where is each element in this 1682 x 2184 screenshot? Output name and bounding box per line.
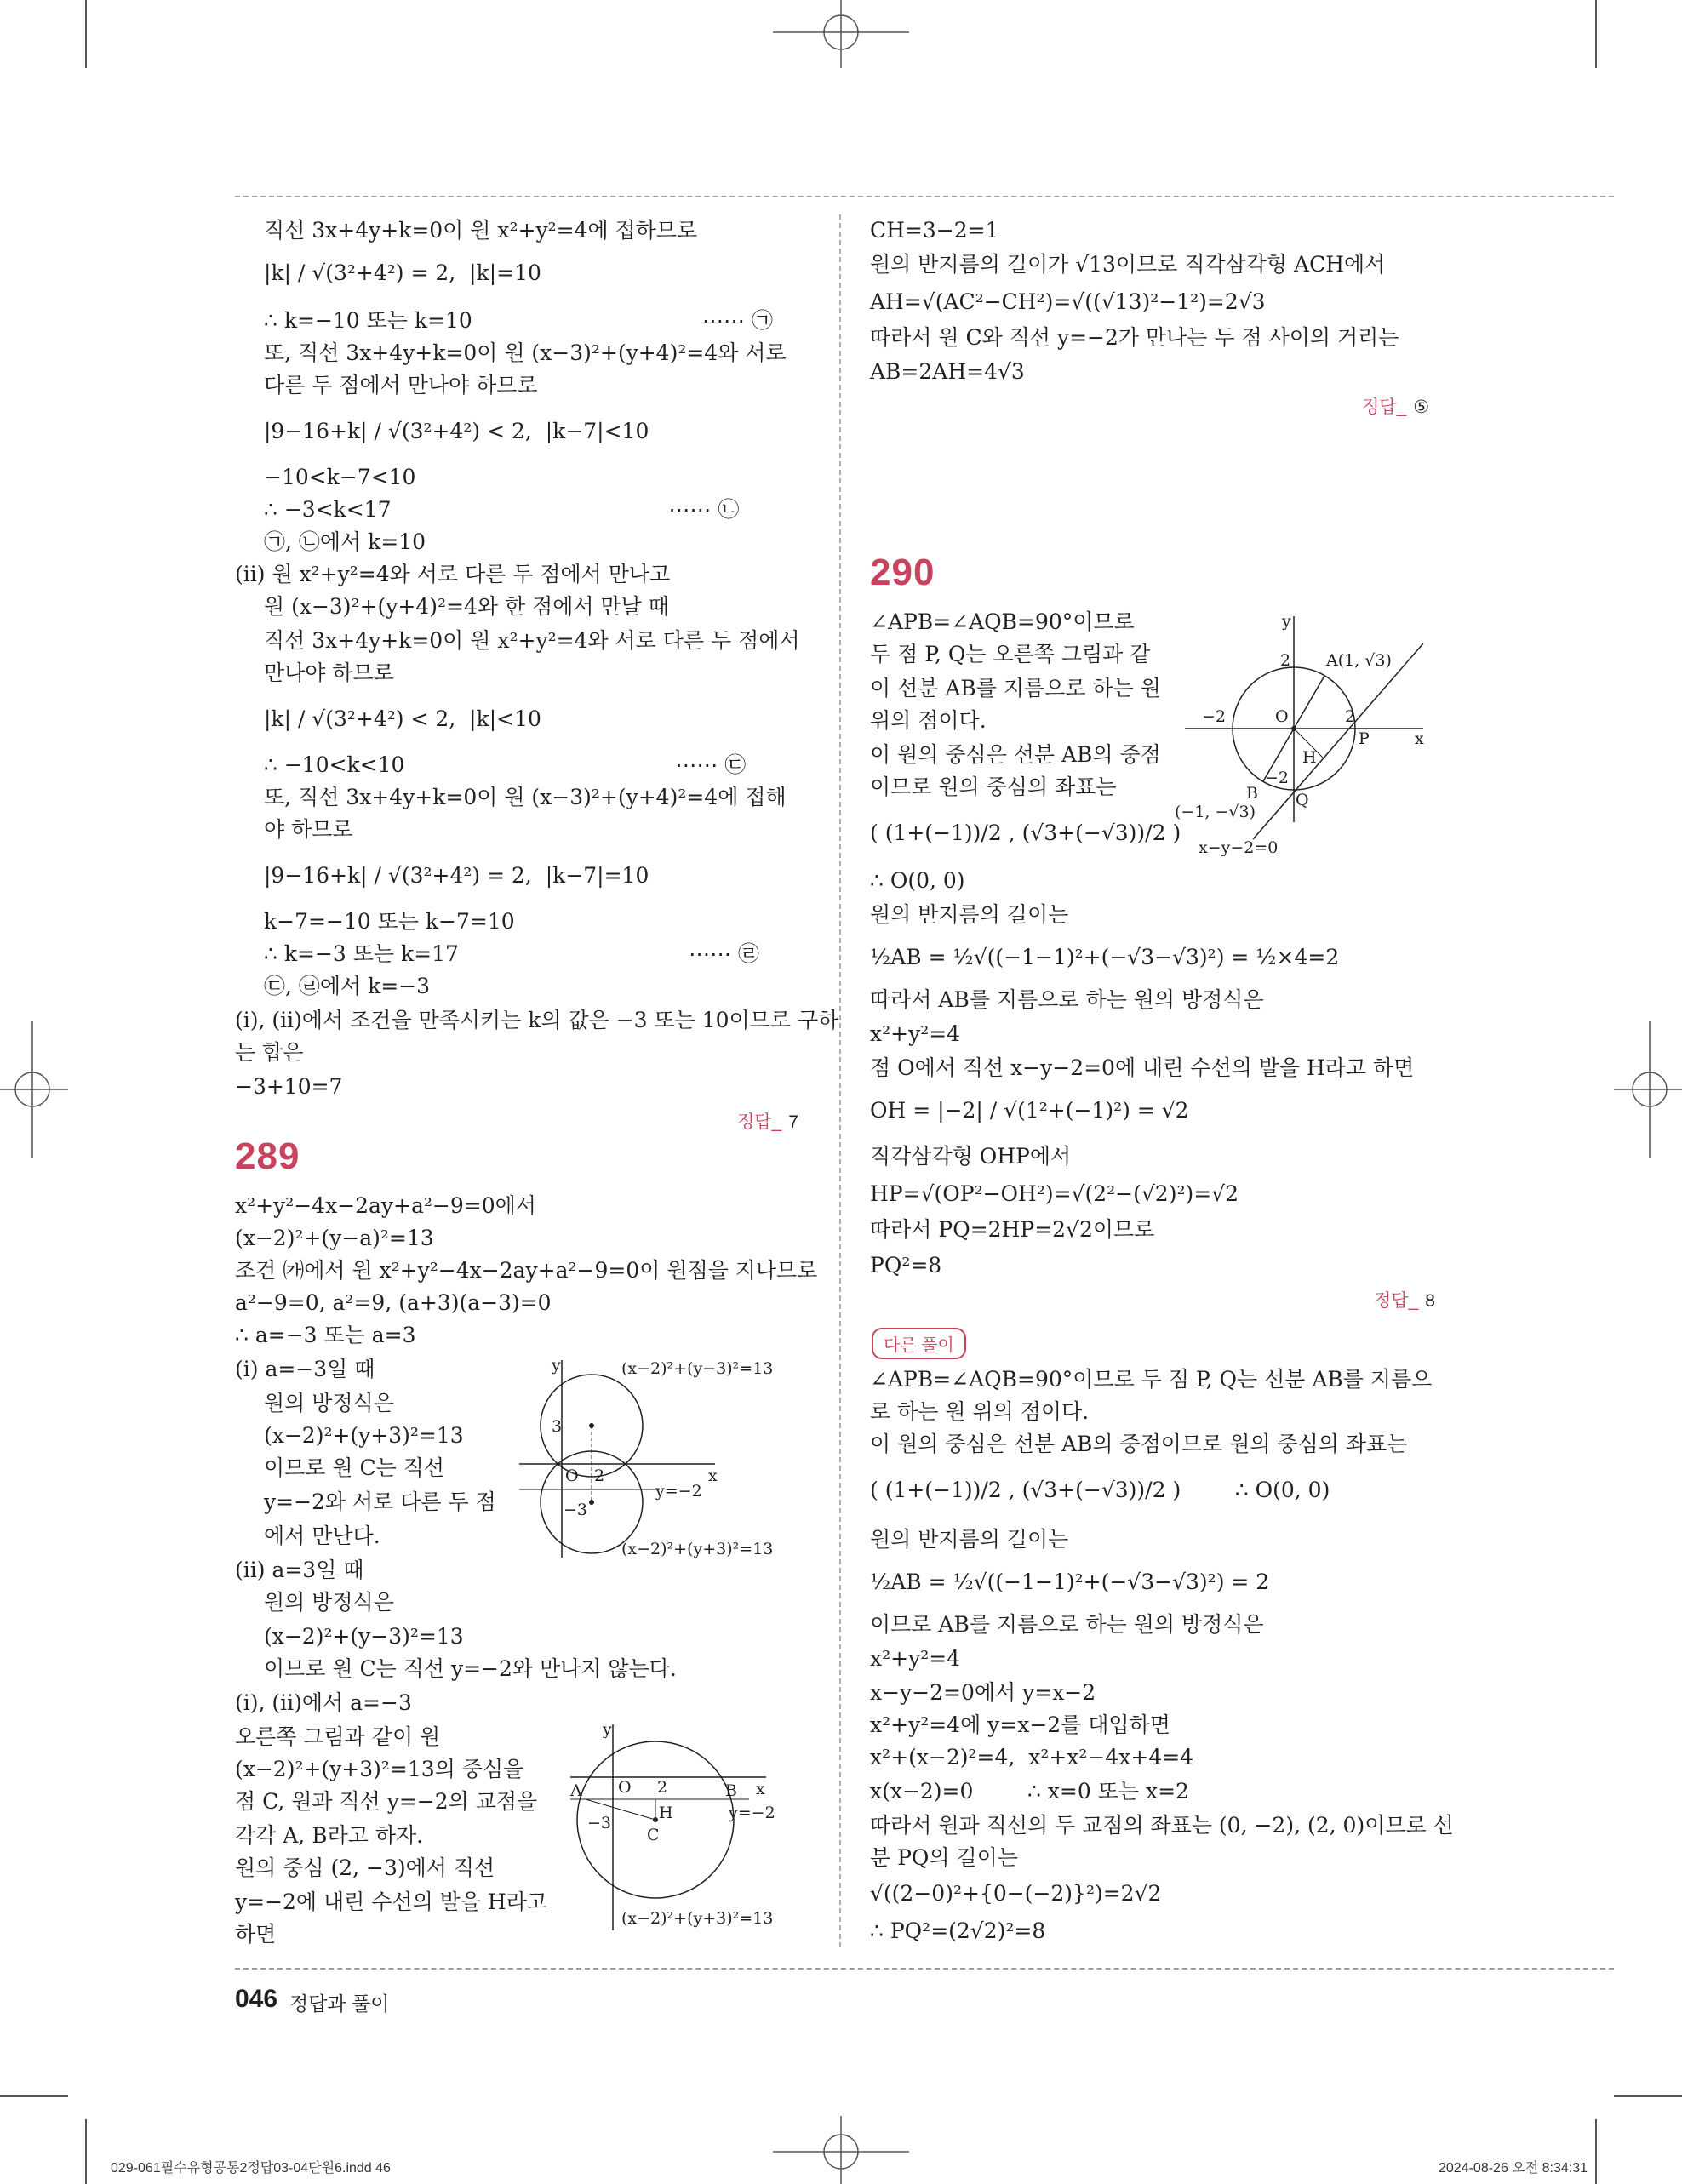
text-line: ∴ −3<k<17 ⋯⋯ ㉡ bbox=[264, 497, 740, 522]
text-line: 원의 반지름의 길이는 bbox=[870, 902, 1069, 927]
registration-mark-top bbox=[773, 0, 909, 68]
answer-8 bbox=[1374, 1287, 1435, 1312]
fig2-label: O bbox=[618, 1778, 632, 1797]
fig1-label: x bbox=[708, 1466, 718, 1485]
text-line: AB=2AH=4√3 bbox=[870, 359, 1025, 384]
print-time-info: 2024-08-26 오전 8:34:31 bbox=[1439, 2161, 1588, 2175]
upper-center-point bbox=[589, 1423, 594, 1428]
text-line: ∴ a=−3 또는 a=3 bbox=[235, 1323, 416, 1347]
text-line: ½AB = ½√((−1−1)²+(−√3−√3)²) = ½×4=2 bbox=[870, 945, 1340, 969]
text-line: y=−2와 서로 다른 두 점 bbox=[264, 1489, 496, 1514]
text-line: (x−2)²+(y+3)²=13 bbox=[264, 1423, 464, 1448]
text-line: x(x−2)=0 ∴ x=0 또는 x=2 bbox=[870, 1779, 1189, 1804]
line-x-y-2 bbox=[1253, 643, 1423, 839]
text-line: 직선 3x+4y+k=0이 원 x²+y²=4와 서로 다른 두 점에서 bbox=[264, 628, 800, 653]
text-line: 따라서 원 C와 직선 y=−2가 만나는 두 점 사이의 거리는 bbox=[870, 325, 1399, 350]
other-solution-badge: 다른 풀이 bbox=[872, 1328, 966, 1359]
text-line: 만나야 하므로 bbox=[264, 660, 394, 685]
bottom-dashed-rule bbox=[235, 1968, 1614, 1970]
text-line: √((2−0)²+{0−(−2)}²)=2√2 bbox=[870, 1881, 1162, 1906]
text-line: 는 합은 bbox=[235, 1040, 304, 1065]
answer-value: 7 bbox=[788, 1112, 798, 1132]
problem-number-290: 290 bbox=[870, 552, 935, 593]
answer-7 bbox=[737, 1108, 798, 1134]
text-line: (ⅱ) a=3일 때 bbox=[235, 1558, 364, 1582]
fig2-label: (x−2)²+(y+3)²=13 bbox=[621, 1909, 774, 1928]
text-line: |k| / √(3²+4²) < 2, |k|<10 bbox=[264, 706, 541, 731]
text-line: x²+y²=4 bbox=[870, 1021, 961, 1046]
text-line: (x−2)²+(y+3)²=13의 중심을 bbox=[235, 1757, 524, 1781]
text-line: |k| / √(3²+4²) = 2, |k|=10 bbox=[264, 260, 541, 285]
problem-number-289: 289 bbox=[235, 1135, 300, 1177]
text-line: PQ²=8 bbox=[870, 1253, 942, 1278]
fig3-label: −2 bbox=[1202, 707, 1227, 726]
fig3-label: O bbox=[1275, 707, 1289, 726]
text-line: 두 점 P, Q는 오른쪽 그림과 같 bbox=[870, 642, 1151, 666]
text-line: 따라서 PQ=2HP=2√2이므로 bbox=[870, 1217, 1155, 1242]
text-line: (ⅰ) a=−3일 때 bbox=[235, 1357, 375, 1381]
text-line: 다른 두 점에서 만나야 하므로 bbox=[264, 373, 538, 397]
text-line: |9−16+k| / √(3²+4²) < 2, |k−7|<10 bbox=[264, 419, 649, 443]
fig3-label: −2 bbox=[1265, 769, 1290, 787]
fig3-label: P bbox=[1359, 729, 1370, 748]
page-label: 정답과 풀이 bbox=[289, 1992, 390, 2015]
fig1-label: O bbox=[565, 1466, 579, 1485]
text-line: 원의 방정식은 bbox=[264, 1391, 394, 1415]
fig3-label: 2 bbox=[1280, 651, 1291, 670]
crop-mark-bottom-left bbox=[85, 2119, 87, 2184]
text-line: 이 원의 중심은 선분 AB의 중점이므로 원의 중심의 좌표는 bbox=[870, 1432, 1408, 1456]
figure-289-two-circles bbox=[511, 1353, 800, 1566]
text-line: y=−2에 내린 수선의 발을 H라고 bbox=[235, 1890, 548, 1914]
fig2-label: x bbox=[756, 1780, 765, 1798]
center-c-point bbox=[653, 1817, 658, 1822]
top-dashed-rule bbox=[235, 196, 1614, 197]
text-line: 이므로 원 C는 직선 y=−2와 만나지 않는다. bbox=[264, 1656, 677, 1681]
fig3-label: y bbox=[1282, 612, 1291, 631]
text-line: (ⅰ), (ⅱ)에서 조건을 만족시키는 k의 값은 −3 또는 10이므로 구하 bbox=[235, 1008, 839, 1032]
text-line: 이므로 AB를 지름으로 하는 원의 방정식은 bbox=[870, 1612, 1264, 1637]
lower-center-point bbox=[589, 1500, 594, 1505]
text-line: 오른쪽 그림과 같이 원 bbox=[235, 1724, 441, 1749]
text-line: OH = |−2| / √(1²+(−1)²) = √2 bbox=[870, 1098, 1189, 1123]
text-line: HP=√(OP²−OH²)=√(2²−(√2)²)=√2 bbox=[870, 1181, 1239, 1206]
text-line: 위의 점이다. bbox=[870, 708, 987, 733]
text-line: 원의 중심 (2, −3)에서 직선 bbox=[235, 1855, 495, 1880]
text-line: 로 하는 원 위의 점이다. bbox=[870, 1399, 1090, 1424]
crop-mark-bottom-right bbox=[1595, 2119, 1597, 2184]
text-line: ( (1+(−1))/2 , (√3+(−√3))/2 ) ∴ O(0, 0) bbox=[870, 1478, 1330, 1502]
fig1-label: y=−2 bbox=[655, 1482, 702, 1501]
fig2-label: y=−2 bbox=[729, 1804, 775, 1822]
text-line: 점 C, 원과 직선 y=−2의 교점을 bbox=[235, 1789, 538, 1814]
fig1-label: y bbox=[552, 1356, 561, 1375]
text-line: ∠APB=∠AQB=90°이므로 두 점 P, Q는 선분 AB를 지름으 bbox=[870, 1367, 1433, 1392]
text-line: x−y−2=0에서 y=x−2 bbox=[870, 1680, 1096, 1705]
text-line: 점 O에서 직선 x−y−2=0에 내린 수선의 발을 H라고 하면 bbox=[870, 1055, 1415, 1080]
fig2-label: H bbox=[659, 1804, 673, 1822]
answer-value: ⑤ bbox=[1413, 397, 1430, 417]
fig2-label: y bbox=[603, 1720, 612, 1739]
registration-mark-right bbox=[1614, 1021, 1682, 1158]
text-line: (ⅰ), (ⅱ)에서 a=−3 bbox=[235, 1690, 412, 1715]
text-line: 또, 직선 3x+4y+k=0이 원 (x−3)²+(y+4)²=4와 서로 bbox=[264, 340, 787, 365]
fig3-label: Q bbox=[1296, 791, 1309, 809]
text-line: 따라서 원과 직선의 두 교점의 좌표는 (0, −2), (2, 0)이므로 선 bbox=[870, 1813, 1454, 1838]
text-line: 이므로 원의 중심의 좌표는 bbox=[870, 775, 1117, 799]
text-line: 이므로 원 C는 직선 bbox=[264, 1455, 445, 1480]
text-line: 원 (x−3)²+(y+4)²=4와 한 점에서 만날 때 bbox=[264, 594, 669, 619]
text-line: 하면 bbox=[235, 1922, 277, 1947]
fig2-label: C bbox=[647, 1826, 660, 1844]
print-file-info: 029-061필수유형공통2정답03-04단원6.indd 46 bbox=[111, 2161, 391, 2175]
text-line: (x−2)²+(y−a)²=13 bbox=[235, 1226, 434, 1250]
figure-290-circle-line bbox=[1168, 609, 1440, 856]
text-line: 야 하므로 bbox=[264, 817, 353, 842]
crop-mark-top-right bbox=[1595, 0, 1597, 68]
fig2-label: B bbox=[725, 1781, 737, 1800]
text-line: 따라서 AB를 지름으로 하는 원의 방정식은 bbox=[870, 987, 1264, 1012]
registration-mark-bottom bbox=[773, 2116, 909, 2184]
answer-value: 8 bbox=[1425, 1291, 1435, 1311]
text-line: 원의 반지름의 길이는 bbox=[870, 1527, 1069, 1552]
fig2-label: A bbox=[570, 1781, 582, 1800]
origin-point bbox=[1291, 726, 1296, 731]
fig3-label: x bbox=[1415, 729, 1424, 748]
text-line: 조건 ㈎에서 원 x²+y²−4x−2ay+a²−9=0이 원점을 지나므로 bbox=[235, 1258, 818, 1283]
fig3-label: (−1, −√3) bbox=[1175, 803, 1256, 821]
text-line: ㉠, ㉡에서 k=10 bbox=[264, 529, 426, 554]
text-line: ∴ k=−10 또는 k=10 ⋯⋯ ㉠ bbox=[264, 308, 773, 333]
page-number: 046 bbox=[235, 1985, 278, 2013]
text-line: (ⅱ) 원 x²+y²=4와 서로 다른 두 점에서 만나고 bbox=[235, 562, 671, 586]
text-line: 각각 A, B라고 하자. bbox=[235, 1823, 424, 1848]
text-line: 직각삼각형 OHP에서 bbox=[870, 1144, 1072, 1169]
text-line: a²−9=0, a²=9, (a+3)(a−3)=0 bbox=[235, 1290, 552, 1315]
text-line: 이 선분 AB를 지름으로 하는 원 bbox=[870, 676, 1161, 700]
registration-mark-left bbox=[0, 1021, 68, 1158]
fig2-label: −3 bbox=[587, 1814, 612, 1832]
text-line: |9−16+k| / √(3²+4²) = 2, |k−7|=10 bbox=[264, 863, 649, 888]
text-line: ∴ −10<k<10 ⋯⋯ ㉢ bbox=[264, 752, 747, 777]
text-line: 또, 직선 3x+4y+k=0이 원 (x−3)²+(y+4)²=4에 접해 bbox=[264, 785, 787, 809]
fig3-label: 2 bbox=[1345, 707, 1356, 726]
text-line: 원의 방정식은 bbox=[264, 1590, 394, 1615]
column-divider bbox=[839, 214, 841, 1947]
text-line: ½AB = ½√((−1−1)²+(−√3−√3)²) = 2 bbox=[870, 1569, 1270, 1594]
fig3-label: A(1, √3) bbox=[1326, 651, 1392, 670]
fig1-label: −3 bbox=[564, 1501, 588, 1519]
text-line: ∴ PQ²=(2√2)²=8 bbox=[870, 1918, 1046, 1943]
fig1-label: (x−2)²+(y+3)²=13 bbox=[621, 1540, 774, 1558]
text-line: x²+y²=4에 y=x−2를 대입하면 bbox=[870, 1712, 1170, 1737]
text-line: 직선 3x+4y+k=0이 원 x²+y²=4에 접하므로 bbox=[264, 218, 698, 243]
fig1-label: (x−2)²+(y−3)²=13 bbox=[621, 1359, 774, 1378]
text-line: CH=3−2=1 bbox=[870, 218, 999, 243]
fig1-label: 3 bbox=[552, 1417, 563, 1436]
text-line: x²+y²−4x−2ay+a²−9=0에서 bbox=[235, 1193, 536, 1218]
fig3-label: B bbox=[1246, 784, 1258, 803]
text-line: 분 PQ의 길이는 bbox=[870, 1845, 1018, 1870]
fig3-label: x−y−2=0 bbox=[1199, 838, 1279, 856]
answer-5 bbox=[1362, 393, 1429, 419]
text-line: AH=√(AC²−CH²)=√((√13)²−1²)=2√3 bbox=[870, 289, 1266, 314]
answer-label: 정답_ bbox=[1374, 1291, 1419, 1311]
text-line: k−7=−10 또는 k−7=10 bbox=[264, 909, 515, 934]
text-line: ∴ k=−3 또는 k=17 ⋯⋯ ㉣ bbox=[264, 941, 760, 966]
text-line: 원의 반지름의 길이가 √13이므로 직각삼각형 ACH에서 bbox=[870, 252, 1386, 277]
crop-mark-left-bottom-h bbox=[0, 2095, 68, 2097]
crop-mark-right-bottom-h bbox=[1614, 2095, 1682, 2097]
text-line: ( (1+(−1))/2 , (√3+(−√3))/2 ) bbox=[870, 820, 1181, 845]
answer-label: 정답_ bbox=[737, 1112, 782, 1132]
text-line: −3+10=7 bbox=[235, 1074, 343, 1099]
text-line: 이 원의 중심은 선분 AB의 중점 bbox=[870, 742, 1161, 767]
crop-mark-top-left bbox=[85, 0, 87, 68]
text-line: ∴ O(0, 0) bbox=[870, 868, 965, 893]
text-line: x²+(x−2)²=4, x²+x²−4x+4=4 bbox=[870, 1745, 1194, 1769]
fig1-label: 2 bbox=[594, 1466, 605, 1485]
text-line: (x−2)²+(y−3)²=13 bbox=[264, 1624, 464, 1649]
figure-289-circle-chord bbox=[562, 1718, 800, 1941]
text-line: −10<k−7<10 bbox=[264, 465, 416, 489]
text-line: ∠APB=∠AQB=90°이므로 bbox=[870, 609, 1135, 634]
text-line: 에서 만난다. bbox=[264, 1524, 380, 1548]
text-line: ㉢, ㉣에서 k=−3 bbox=[264, 974, 431, 998]
text-line: x²+y²=4 bbox=[870, 1646, 961, 1671]
fig2-label: 2 bbox=[657, 1778, 668, 1797]
answer-label: 정답_ bbox=[1362, 397, 1407, 417]
fig3-label: H bbox=[1302, 748, 1317, 767]
